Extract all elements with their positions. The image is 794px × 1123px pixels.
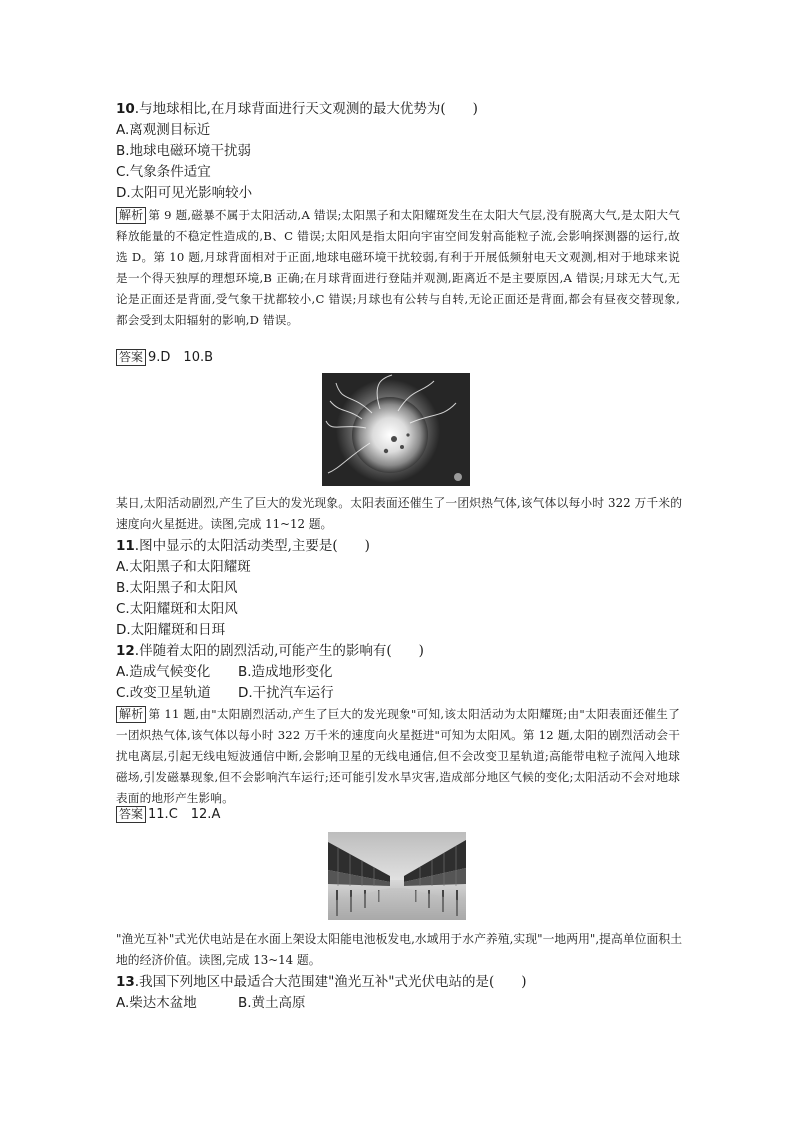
solar-activity-photo [322,373,470,486]
question-text: .图中显示的太阳活动类型,主要是( ) [134,538,370,554]
analysis-text: 第 9 题,磁暴不属于太阳活动,A 错误;太阳黑子和太阳耀斑发生在太阳大气层,没有脱离大气,是太阳大气释放能量的不稳定性造成的,B、C 错误;太阳风是指太阳向宇宙空间发射高能粒子流,会影响探测器的运行,故选 D。第 10 题,月球背面相对于正面,地球电磁环境干扰较弱,有利于开展低频射电天文观测,相对于地球来说是一个得天独厚的理想环境,B 正确;在月球背面进行登陆并观测,距离近不是主要原因,A 错误;月球无大气,无论是正面还是背面,受气象干扰都较小,C 错误;月球也有公转与自转,无论正面还是背面,都会有昼夜交替现象,都会受到太阳辐射的影响,D 错误。 [116,208,680,327]
q12-options-row-1 [116,662,333,682]
q11-option-a: A.太阳黑子和太阳耀斑 [116,559,251,575]
sun-flare-illustration [322,373,470,486]
answer-block-1 [116,348,213,368]
solar-panels-on-water-illustration [328,832,466,920]
q12-option-d: D.干扰汽车运行 [238,685,334,701]
question-text: .与地球相比,在月球背面进行天文观测的最大优势为( ) [134,101,478,117]
q11-option-c: C.太阳耀斑和太阳风 [116,601,238,617]
analysis-label: 解析 [116,706,146,723]
context-caption-2: "渔光互补"式光伏电站是在水面上架设太阳能电池板发电,水域用于水产养殖,实现"一地两用",提高单位面积土地的经济价值。读图,完成 13~14 题。 [116,932,682,967]
context-caption-1: 某日,太阳活动剧烈,产生了巨大的发光现象。太阳表面还催生了一团炽热气体,该气体以每小时 322 万千米的速度向火星挺进。读图,完成 11~12 题。 [116,496,682,531]
q10-option-b: B.地球电磁环境干扰弱 [116,143,252,159]
analysis-block-1 [116,205,680,331]
q10-option-d: D.太阳可见光影响较小 [116,185,253,201]
q12-option-b: B.造成地形变化 [238,664,333,680]
question-11-stem [116,536,370,556]
question-number: 13 [116,974,135,990]
answer-block-2 [116,805,220,825]
q12-option-a: A.造成气候变化 [116,664,211,680]
answer-text: 9.D 10.B [148,350,214,365]
q10-option-c: C.气象条件适宜 [116,164,211,180]
analysis-block-2 [116,704,680,809]
question-number: 11 [116,538,135,554]
question-12-stem [116,641,424,661]
question-number: 12 [116,643,135,659]
question-text: .我国下列地区中最适合大范围建"渔光互补"式光伏电站的是( ) [134,974,527,990]
question-13-stem [116,972,527,992]
q10-option-a: A.离观测目标近 [116,122,211,138]
q11-option-b: B.太阳黑子和太阳风 [116,580,238,596]
answer-text: 11.C 12.A [148,807,221,822]
fishery-solar-photo [328,832,466,920]
q12-options-row-2 [116,683,334,703]
q11-option-d: D.太阳耀斑和日珥 [116,622,226,638]
question-10-stem [116,99,478,119]
q13-option-a: A.柴达木盆地 [116,995,197,1011]
analysis-text: 第 11 题,由"太阳剧烈活动,产生了巨大的发光现象"可知,该太阳活动为太阳耀斑;由"太阳表面还催生了一团炽热气体,该气体以每小时 322 万千米的速度向火星挺进"可知为太阳风。第 12 题,太阳的剧烈活动会干扰电离层,引起无线电短波通信中断,会影响卫星的无线电通信,但不会改变卫星轨道;高能带电粒子流闯入地球磁场,引发磁暴现象,但不会影响汽车运行;还可能引发水旱灾害,造成部分地区气候的变化;太阳活动不会对地球表面的地形产生影响。 [116,707,680,805]
answer-label: 答案 [116,349,146,366]
analysis-label: 解析 [116,207,146,224]
q13-option-b: B.黄土高原 [238,995,306,1011]
question-number: 10 [116,101,135,117]
q12-option-c: C.改变卫星轨道 [116,685,211,701]
q13-options-row-1 [116,993,306,1013]
answer-label: 答案 [116,806,146,823]
question-text: .伴随着太阳的剧烈活动,可能产生的影响有( ) [134,643,424,659]
